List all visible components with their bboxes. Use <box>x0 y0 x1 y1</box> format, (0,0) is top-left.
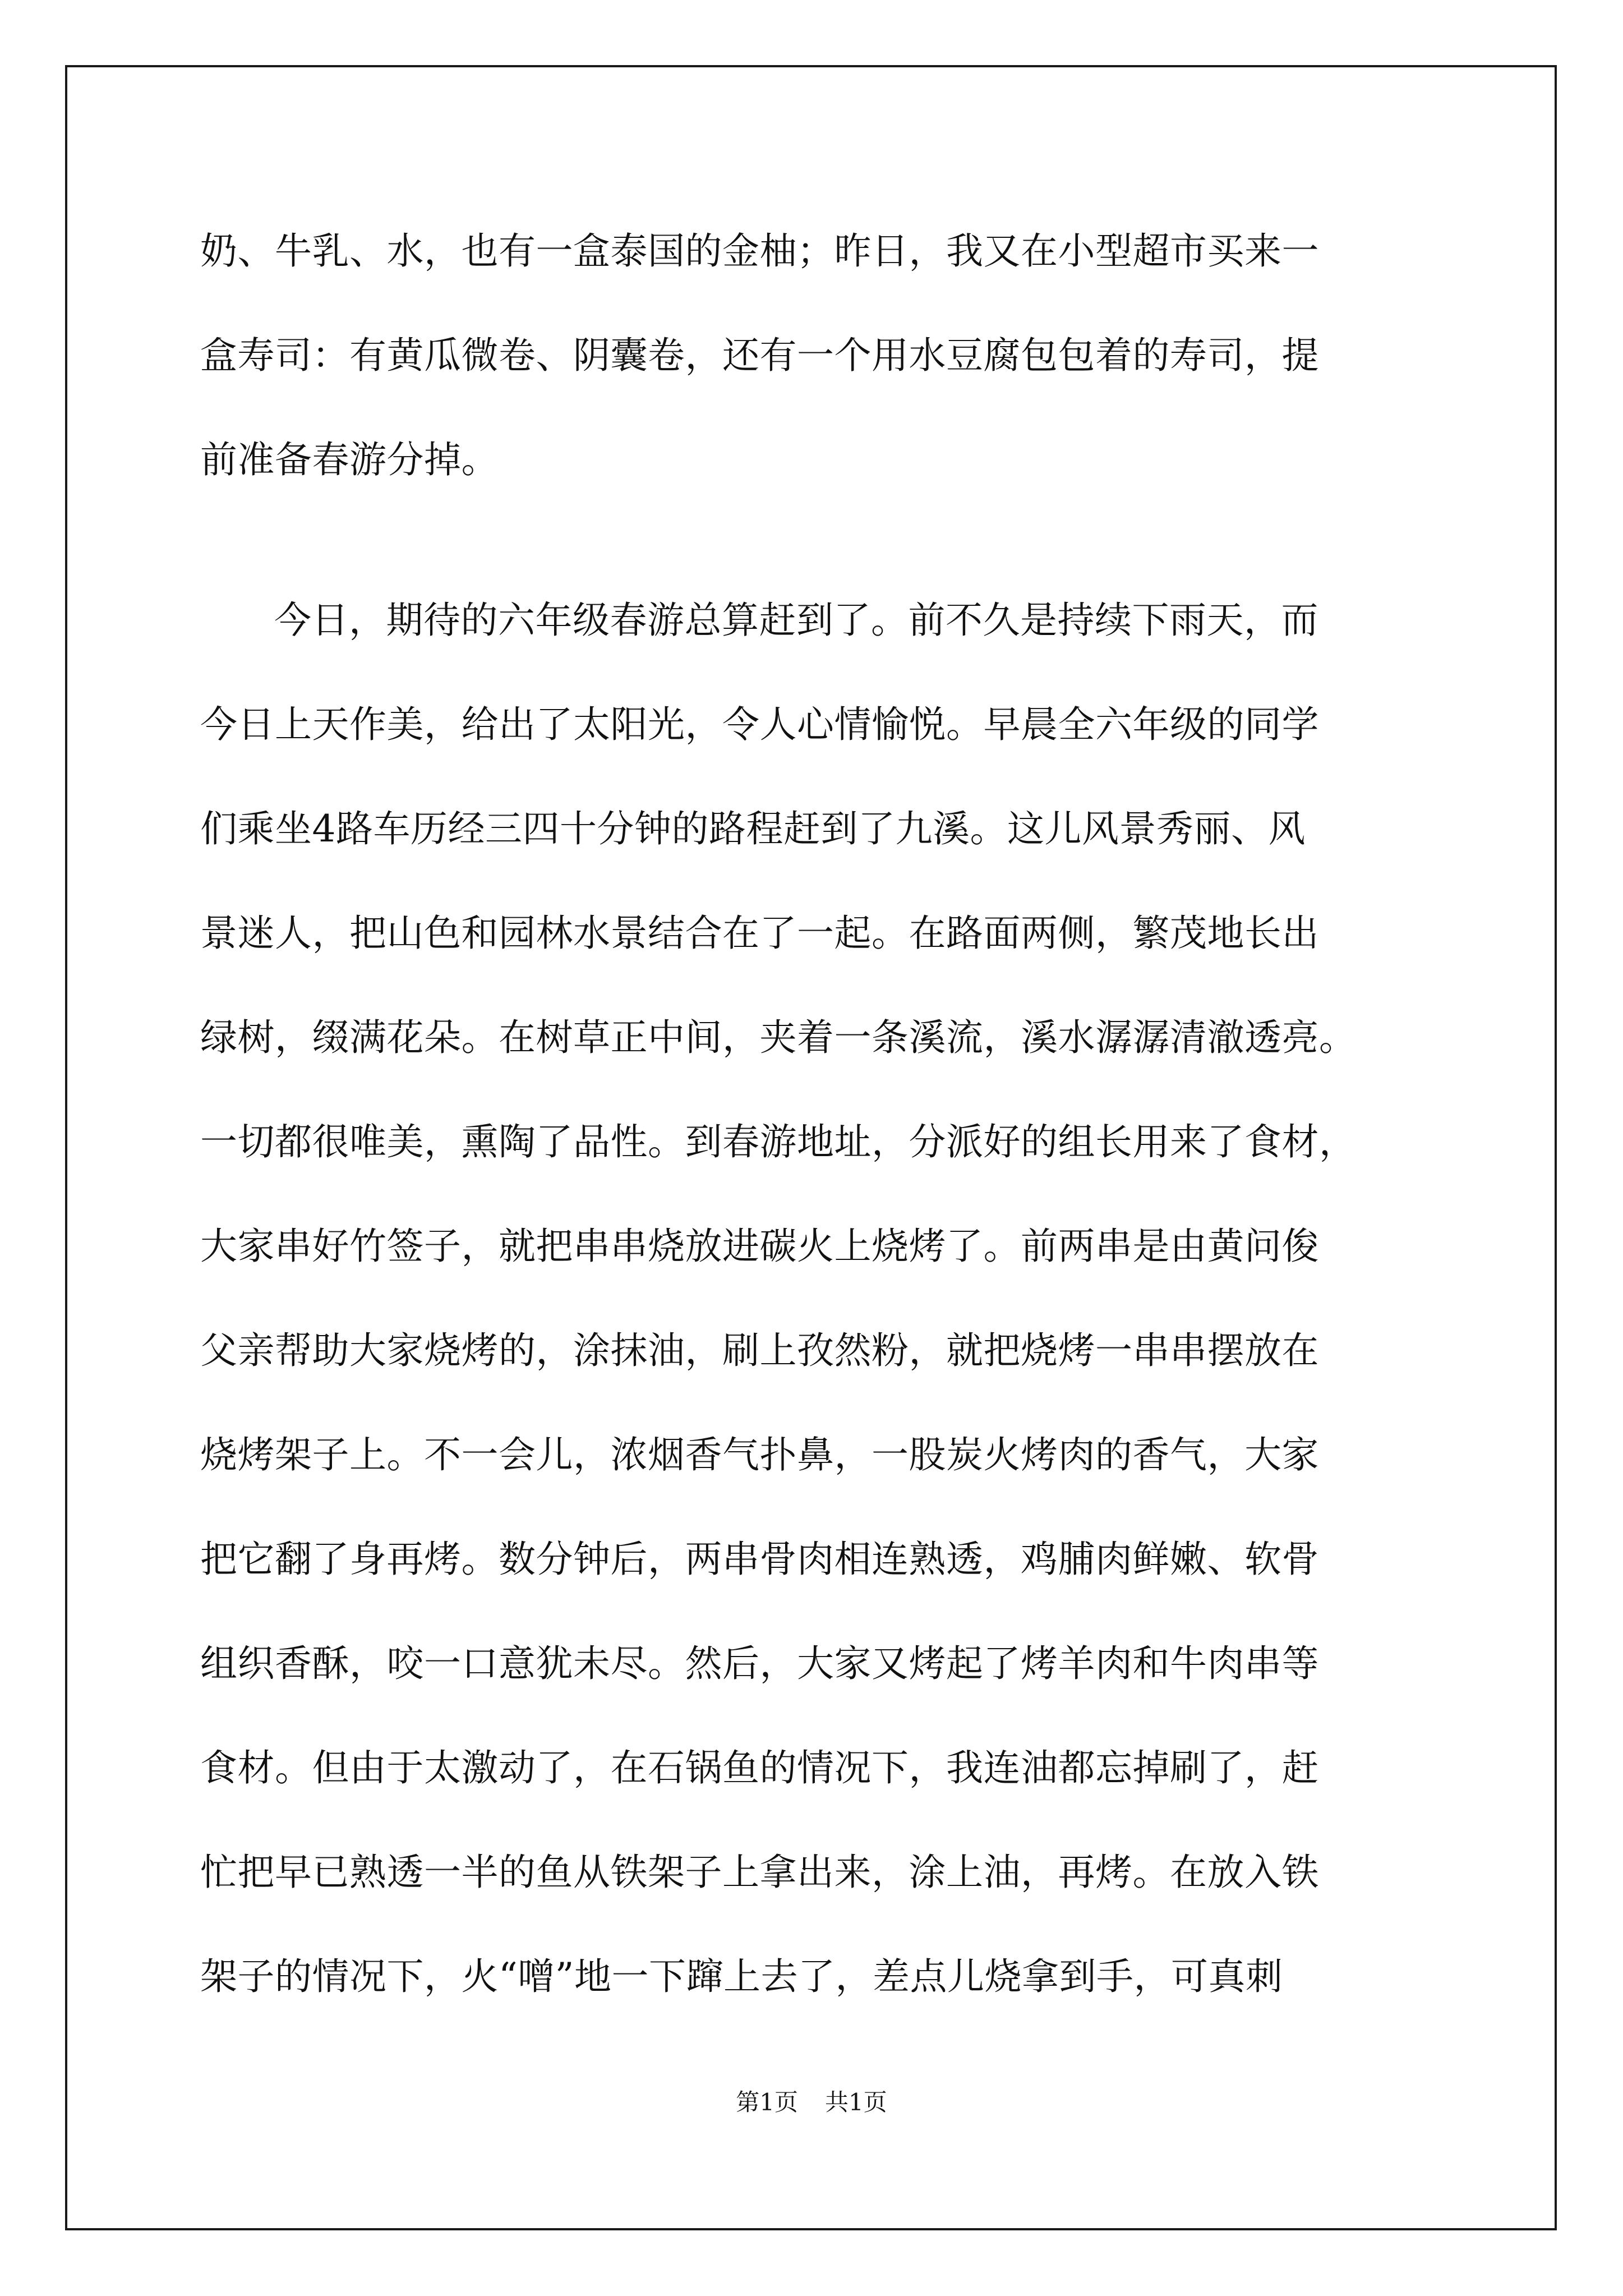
text-line: 前准备春游分掉。 <box>200 438 499 481</box>
text-line: 架子的情况下，火“噌”地一下蹿上去了，差点儿烧拿到手，可真刺 <box>200 1955 1283 1998</box>
page-number: 第1页 <box>736 2088 798 2116</box>
text-line: 一切都很唯美，熏陶了品性。到春游地址，分派好的组长用来了食材， <box>200 1120 1357 1163</box>
text-line: 绿树，缀满花朵。在树草正中间，夹着一条溪流，溪水潺潺清澈透亮。 <box>200 1016 1357 1059</box>
text-line: 父亲帮助大家烧烤的，涂抹油，刷上孜然粉，就把烧烤一串串摆放在 <box>200 1329 1319 1372</box>
page-total: 共1页 <box>825 2088 887 2116</box>
document-body <box>200 199 1434 2029</box>
text-line: 盒寿司：有黄瓜微卷、阴囊卷，还有一个用水豆腐包包着的寿司，提 <box>200 334 1319 377</box>
text-line: 奶、牛乳、水，也有一盒泰国的金柚；昨日，我又在小型超市买来一 <box>200 229 1319 273</box>
text-line: 今日上天作美，给出了太阳光，令人心情愉悦。早晨全六年级的同学 <box>200 703 1319 746</box>
text-line: 把它翻了身再烤。数分钟后，两串骨肉相连熟透，鸡脯肉鲜嫩、软骨 <box>200 1538 1319 1581</box>
text-line: 食材。但由于太激动了，在石锅鱼的情况下，我连油都忘掉刷了，赶 <box>200 1746 1319 1789</box>
paragraph-gap <box>200 512 1434 568</box>
text-line: 们乘坐4路车历经三四十分钟的路程赶到了九溪。这儿风景秀丽、风 <box>200 807 1306 850</box>
text-line: 大家串好竹签子，就把串串烧放进碳火上烧烤了。前两串是由黄问俊 <box>200 1225 1319 1268</box>
text-line: 景迷人，把山色和园林水景结合在了一起。在路面两侧，繁茂地长出 <box>200 912 1319 955</box>
text-line: 组织香酥，咬一口意犹未尽。然后，大家又烤起了烤羊肉和牛肉串等 <box>200 1642 1319 1685</box>
text-line: 忙把早已熟透一半的鱼从铁架子上拿出来，涂上油，再烤。在放入铁 <box>200 1851 1319 1894</box>
text-line: 今日，期待的六年级春游总算赶到了。前不久是持续下雨天，而 <box>274 599 1318 642</box>
page-footer <box>0 2086 1623 2119</box>
text-line: 烧烤架子上。不一会儿，浓烟香气扑鼻，一股炭火烤肉的香气，大家 <box>200 1433 1319 1476</box>
